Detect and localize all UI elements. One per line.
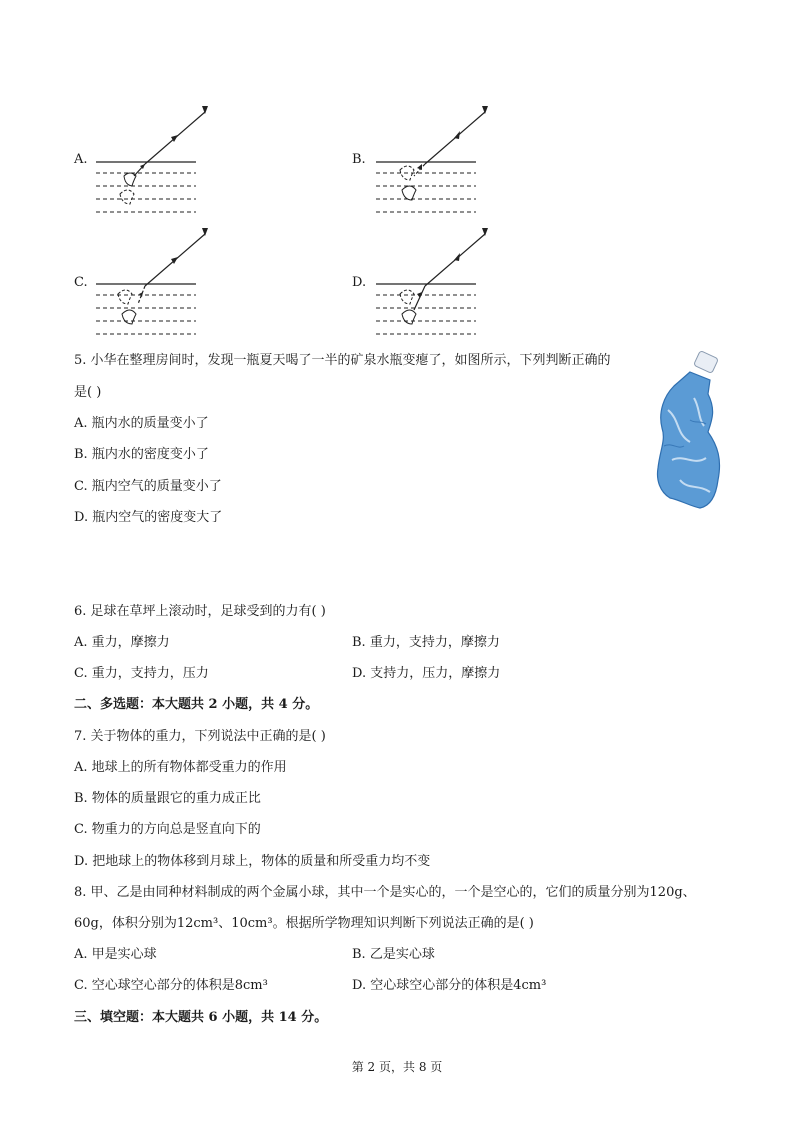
q7-option-c: C. 物重力的方向总是竖直向下的 (74, 822, 261, 837)
q5-stem-line2: 是( ) (74, 385, 102, 400)
section-3-heading: 三、填空题：本大题共 6 小题，共 14 分。 (74, 1010, 328, 1025)
q8-option-b: B. 乙是实心球 (352, 947, 435, 962)
option-b-label: B. (352, 152, 366, 167)
q8-stem-line2: 60g，体积分别为12cm³、10cm³。根据所学物理知识判断下列说法正确的是( ) (74, 916, 534, 931)
option-c-label: C. (74, 275, 88, 290)
option-a-label: A. (74, 152, 88, 167)
page-footer: 第 2 页，共 8 页 (351, 1060, 443, 1074)
q8-option-c: C. 空心球空心部分的体积是8cm³ (74, 978, 268, 993)
q8-option-a: A. 甲是实心球 (74, 947, 157, 962)
q5-option-a: A. 瓶内水的质量变小了 (74, 416, 209, 431)
q5-option-d: D. 瓶内空气的密度变大了 (74, 510, 223, 525)
diagram-b (370, 100, 500, 220)
q8-option-d: D. 空心球空心部分的体积是4cm³ (352, 978, 547, 993)
q5-option-c: C. 瓶内空气的质量变小了 (74, 479, 222, 494)
q6-option-b: B. 重力，支持力，摩擦力 (352, 635, 500, 650)
q6-option-d: D. 支持力，压力，摩擦力 (352, 666, 501, 681)
section-2-heading: 二、多选题：本大题共 2 小题，共 4 分。 (74, 697, 319, 712)
q6-option-a: A. 重力，摩擦力 (74, 635, 170, 650)
q7-option-b: B. 物体的质量跟它的重力成正比 (74, 791, 261, 806)
q7-stem: 7. 关于物体的重力，下列说法中正确的是( ) (74, 729, 326, 744)
q6-stem: 6. 足球在草坪上滚动时，足球受到的力有( ) (74, 604, 326, 619)
crumpled-bottle-image (650, 350, 725, 510)
q6-option-c: C. 重力，支持力，压力 (74, 666, 209, 681)
q8-stem-line1: 8. 甲、乙是由同种材料制成的两个金属小球，其中一个是实心的，一个是空心的，它们的质量分别为120g、 (74, 885, 696, 900)
diagram-d (370, 222, 500, 342)
q5-option-b: B. 瓶内水的密度变小了 (74, 447, 209, 462)
q5-stem-line1: 5. 小华在整理房间时，发现一瓶夏天喝了一半的矿泉水瓶变瘪了，如图所示，下列判断正确的 (74, 353, 611, 368)
option-d-label: D. (352, 275, 367, 290)
diagram-c (90, 222, 220, 342)
diagram-a (90, 100, 220, 220)
q7-option-a: A. 地球上的所有物体都受重力的作用 (74, 760, 287, 775)
q7-option-d: D. 把地球上的物体移到月球上，物体的质量和所受重力均不变 (74, 854, 431, 869)
